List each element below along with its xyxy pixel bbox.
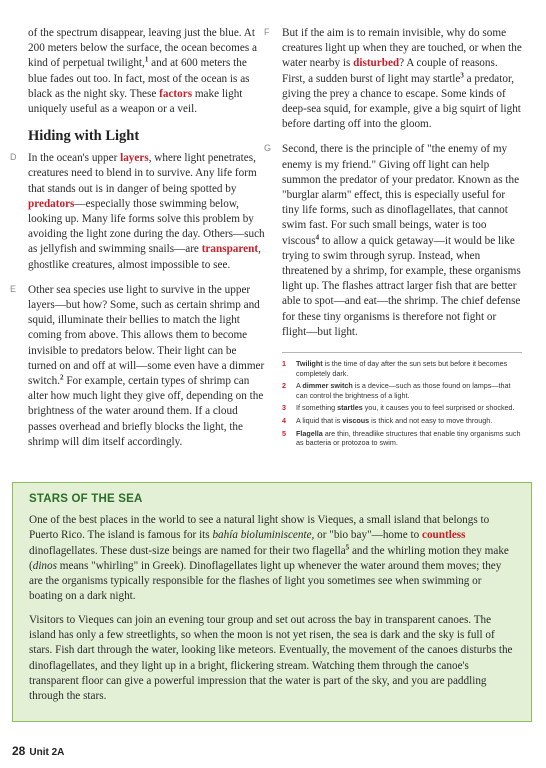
text: make light uniquely useful as a weapon or a veil. (28, 87, 243, 116)
term: Flagella (296, 428, 323, 438)
vocab-countless: countless (422, 529, 466, 542)
paragraph-e (10, 283, 266, 450)
definition: is the time of day after the sun sets but before it becomes completely dark. (296, 359, 508, 378)
footnote-text (296, 429, 522, 448)
italic-term: bahía bioluminiscente, (212, 529, 315, 542)
paragraph-text (28, 151, 266, 273)
text: ? A couple of reasons. First, a sudden burst of light may startle (282, 57, 498, 85)
footnote-text (296, 416, 492, 426)
footnote-1 (282, 359, 522, 378)
term: Twilight (296, 359, 323, 369)
unit-label: Unit 2A (29, 747, 65, 758)
footnote-5 (282, 429, 522, 448)
sidebar-title: STARS OF THE SEA (29, 493, 143, 505)
paragraph-text (282, 26, 522, 132)
text: means "whirling" in Greek). Dinoflagellates light up whenever the water around them moves; they are the organisms typically responsible for the flashes of light you sometimes see when swimming or boating on a dark night. (29, 559, 502, 603)
footnote-ref-5: 5 (345, 542, 350, 551)
text: Second, there is the principle of "the enemy of my enemy is my friend." Giving off light can help summon the predator of your predator. Known as the "burglar alarm" effect, this is especially useful for tiny life forms, such as dinoflagellates, that cannot swim fast. For such small beings, water is too viscous (282, 143, 520, 247)
text: But if the aim is to remain invisible, why do some creatures light up when they are touched, or when the water nearby is (282, 27, 522, 70)
term: startles (337, 403, 363, 413)
text: If something (296, 403, 338, 413)
text: For example, certain types of shrimp can alter how much light they give off, depending on the brightness of the water around them. If a cloud passes overhead and briefly blocks the light, the shrimp will dim itself accordingly. (28, 375, 264, 448)
text: —especially those swimming below, looking up. Many life forms solve this problem by avoiding the light zone during the day. Others—such as jellyfish and swimming snails—are (28, 197, 265, 256)
text: , where light penetrates, creatures need to blend in to survive. Any life form that stands out is in danger of being spotted by (28, 152, 257, 195)
paragraph-text (28, 283, 266, 450)
right-column (264, 26, 522, 451)
footnote-ref-4: 4 (315, 232, 320, 241)
definition: are thin, threadlike structures that enable tiny organisms such as bacteria or protozoa to swim. (296, 428, 521, 448)
paragraph-marker: D (10, 152, 17, 163)
footnote-number: 5 (282, 428, 286, 438)
footnote-text (296, 359, 522, 378)
text: or "bio bay"—home to (314, 529, 422, 542)
footnote-divider (282, 352, 522, 353)
footnote-number: 4 (282, 416, 286, 426)
footnote-ref-2: 2 (60, 373, 64, 382)
footnote-number: 1 (282, 359, 286, 369)
footnote-ref-1: 1 (144, 55, 149, 64)
term: dimmer switch (302, 381, 353, 391)
paragraph-d (10, 151, 266, 273)
vocab-disturbed: disturbed (353, 57, 400, 70)
text: a predator, giving the prey a chance to escape. Some kinds of deep-sea squid, for example, give a big squirt of light before darting off into the gloom. (282, 72, 521, 131)
text: and at 600 meters the blue fades out too. In fact, most of the ocean is as black as the night sky. These (28, 57, 250, 100)
text: Other sea species use light to survive in the upper layers—but how? Some, such as certain shrimp and squid, illuminate their bellies to match the light coming from above. This allows them to become invisible to predators below. Their light can be turned on and off at will—some even have a dimmer switch. (28, 283, 265, 388)
text: One of the best places in the world to see a natural light show is Vieques, a small island that belongs to Puerto Rico. The island is famous for its (29, 514, 490, 542)
page-footer (12, 744, 64, 758)
paragraph-f (264, 26, 522, 132)
vocab-layers: layers (120, 152, 149, 165)
paragraph-marker: F (264, 27, 270, 37)
definition: is a device—such as those found on lamps—that can control the brightness of a light. (296, 381, 511, 400)
footnote-3 (282, 403, 522, 413)
vocab-factors: factors (159, 87, 193, 100)
stars-of-the-sea-sidebar (12, 482, 532, 722)
footnote-4 (282, 416, 522, 426)
footnote-text (296, 403, 515, 413)
italic-term: dinos (32, 559, 57, 572)
footnote-2 (282, 381, 522, 400)
definition: you, it causes you to feel surprised or shocked. (362, 403, 515, 413)
text: In the ocean's upper (28, 152, 121, 165)
footnote-number: 3 (282, 403, 286, 413)
text: , ghostlike creatures, almost impossible to see. (28, 243, 261, 271)
paragraph-c-continuation (28, 26, 266, 117)
vocab-predators: predators (28, 197, 75, 210)
page-number: 28 (12, 744, 26, 758)
text: to allow a quick getaway—it would be like trying to swim through syrup. Instead, when threatened by a shrimp, for example, these organisms light up. The flashes attract larger fish that are better able to spot—and eat—the shrimp. The chief defense for these tiny organisms is therefore not fight or flight—but light. (282, 234, 521, 338)
paragraph-text (282, 142, 522, 340)
vocab-transparent: transparent (201, 243, 259, 256)
term: viscous (342, 416, 370, 426)
sidebar-paragraph-1 (29, 513, 517, 605)
left-column (10, 26, 266, 460)
text: A (296, 381, 303, 391)
sidebar-paragraph-2: Visitors to Vieques can join an evening tour group and set out across the bay in transparent canoes. The island has only a few streetlights, so when the moon is not yet risen, the sea is dark and the sky is full of stars. Fish dart through the water, looking like meteors. Eventually, the movement of the canoes disturbs the dinoflagellates, and they light up in a bright, flickering stream. Watching them through the canoe's transparent floor can give a powerful impression that the water is part of the sky, and you are paddling through the stars. (29, 613, 513, 703)
paragraph-marker: G (264, 143, 272, 154)
text: and the whirling motion they make ( (29, 544, 509, 572)
paragraph-g (264, 142, 522, 340)
definition: is thick and not easy to move through. (369, 416, 493, 426)
paragraph-marker: E (10, 283, 17, 294)
footnote-text (296, 381, 522, 400)
footnote-number: 2 (282, 381, 286, 391)
section-heading: Hiding with Light (28, 128, 140, 145)
text: of the spectrum disappear, leaving just the blue. At 200 meters below the surface, the ocean becomes a kind of perpetual twilight, (28, 27, 257, 70)
text: dinoflagellates. These dust-size beings are named for their two flagella (29, 544, 346, 557)
footnote-ref-3: 3 (460, 70, 464, 79)
text: A liquid that is (296, 416, 343, 426)
footnotes (282, 359, 522, 448)
